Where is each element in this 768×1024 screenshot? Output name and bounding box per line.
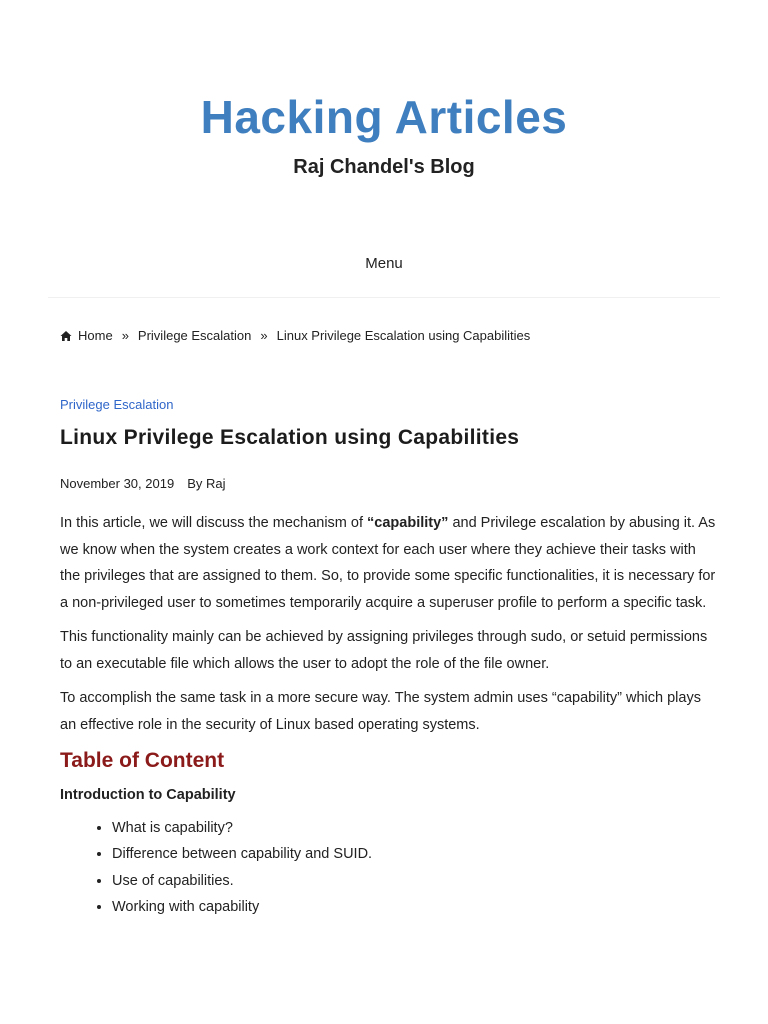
toc-subheading: Introduction to Capability [60,787,236,803]
toc-item: • Difference between capability and SUID. [112,841,720,868]
paragraph-functionality: This functionality mainly can be achieved by assigning privileges through sudo, or setuid permissions to an executable file which allows the user to adopt the role of the file owner. [60,629,708,672]
paragraph-intro-end: and Privilege escalation by abusing it. As we know when the system creates a work context for each user where they achieve their tasks with the privileges that are assigned to them. So, to provide some specific functionalities, it is necessary for a non-privileged user to sometimes temporarily acquire a superuser profile to perform a specific task. [60,515,716,611]
breadcrumb-category-link[interactable]: Privilege Escalation [137,328,252,343]
post-category-link[interactable]: Privilege Escalation [60,397,174,412]
post-date[interactable]: November 30, 2019 [60,476,175,491]
paragraph-secure: To accomplish the same task in a more secure way. The system admin uses “capability” which plays an effective role in the security of Linux based operating systems. [60,690,701,733]
post-meta [60,476,225,491]
site-tagline: Raj Chandel's Blog [293,156,475,178]
paragraph-intro-bold: “capability” [367,515,449,531]
post-content [60,510,720,921]
toc-item: • Working with capability [112,894,720,921]
breadcrumb-separator: » [260,328,268,343]
breadcrumb [60,327,530,345]
header-divider [48,297,720,298]
paragraph-intro [60,510,720,616]
toc-list [60,815,720,921]
breadcrumb-separator: » [121,328,129,343]
home-icon [60,330,72,342]
toc-item: • Use of capabilities. [112,868,720,895]
breadcrumb-home-link[interactable]: Home [78,328,113,343]
post-author[interactable]: By Raj [187,476,226,491]
toc-heading: Table of Content [60,749,225,772]
toc-item: • What is capability? [112,815,720,842]
paragraph-intro-start: In this article, we will discuss the mechanism of [60,515,368,531]
menu-button[interactable]: Menu [365,255,403,272]
post-title: Linux Privilege Escalation using Capabilities [60,426,520,449]
breadcrumb-current: Linux Privilege Escalation using Capabilities [276,328,531,343]
site-title[interactable]: Hacking Articles [200,91,568,143]
